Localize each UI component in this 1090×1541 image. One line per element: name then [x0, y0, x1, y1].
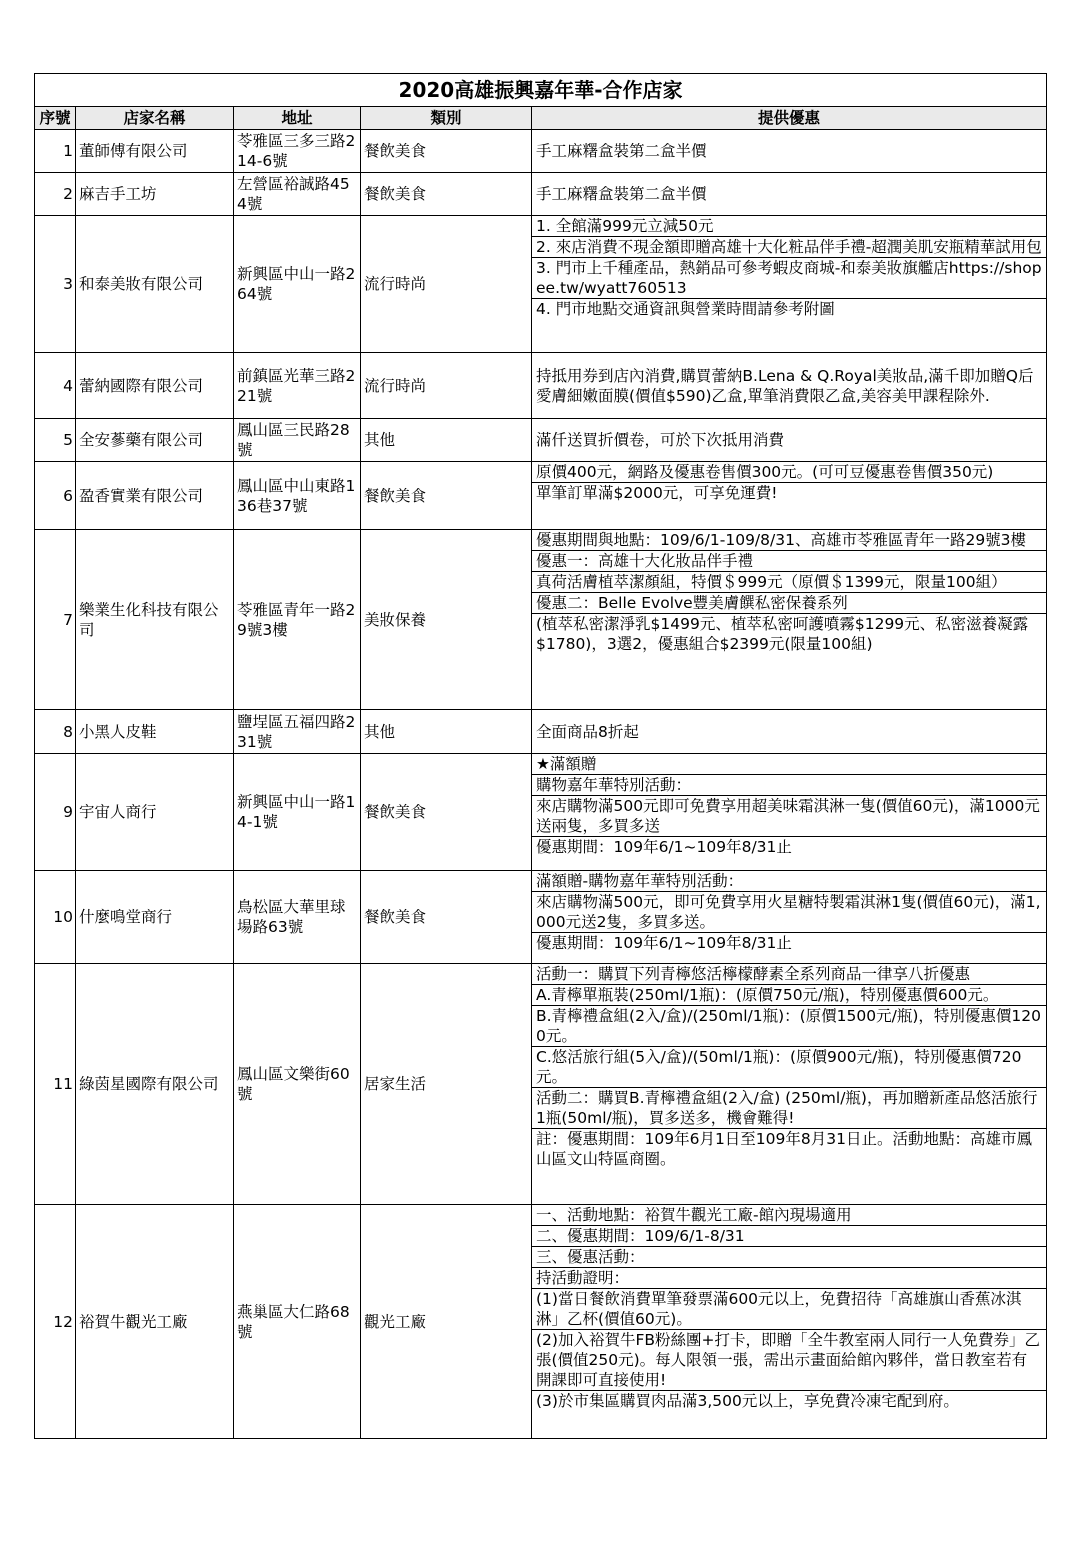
offer-line: 滿仟送買折價卷，可於下次抵用消費 [536, 431, 785, 449]
store-address: 新興區中山一路264號 [234, 216, 361, 353]
offer-line: 2. 來店消費不現金額即贈高雄十大化粧品伴手禮-超潤美肌安瓶精華試用包 [532, 237, 1046, 258]
offer-line: 購物嘉年華特別活動： [532, 775, 1046, 796]
store-name: 和泰美妝有限公司 [76, 216, 234, 353]
store-category: 流行時尚 [361, 353, 532, 419]
store-address: 鳳山區文樂街60號 [234, 964, 361, 1205]
offer-line: 一、活動地點：裕賀牛觀光工廠-館內現場適用 [532, 1205, 1046, 1226]
offer-cell [532, 1205, 1047, 1439]
table-row [35, 530, 1047, 710]
store-category: 流行時尚 [361, 216, 532, 353]
row-number: 10 [35, 871, 76, 964]
offer-line: ★滿額贈 [532, 754, 1046, 775]
table-row [35, 173, 1047, 216]
row-number: 12 [35, 1205, 76, 1439]
table-row [35, 710, 1047, 754]
row-number: 6 [35, 462, 76, 530]
header-category: 類別 [361, 107, 532, 130]
offer-line: C.悠活旅行組(5入/盒)/(50ml/1瓶)：(原價900元/瓶)，特別優惠價720元。 [532, 1047, 1046, 1088]
store-name: 樂業生化科技有限公司 [76, 530, 234, 710]
offer-cell [532, 173, 1047, 216]
offer-line: 優惠期間：109年6/1~109年8/31止 [536, 838, 792, 856]
offer-line: 滿額贈-購物嘉年華特別活動： [532, 871, 1046, 892]
store-name: 什麼鳴堂商行 [76, 871, 234, 964]
offer-line: 來店購物滿500元即可免費享用超美味霜淇淋一隻(價值60元)，滿1000元送兩隻，多買多送 [532, 796, 1046, 837]
store-category: 餐飲美食 [361, 462, 532, 530]
offer-line: 三、優惠活動： [532, 1247, 1046, 1268]
offer-cell [532, 419, 1047, 462]
store-address: 前鎮區光華三路221號 [234, 353, 361, 419]
offer-line: 1. 全館滿999元立減50元 [532, 216, 1046, 237]
store-address: 鳳山區三民路28號 [234, 419, 361, 462]
store-address: 左營區裕誠路454號 [234, 173, 361, 216]
store-category: 美妝保養 [361, 530, 532, 710]
store-name: 董師傅有限公司 [76, 130, 234, 173]
row-number: 9 [35, 754, 76, 871]
store-name: 麻吉手工坊 [76, 173, 234, 216]
store-name: 盈香實業有限公司 [76, 462, 234, 530]
offer-line: (1)當日餐飲消費單筆發票滿600元以上，免費招待「高雄旗山香蕉冰淇淋」乙杯(價值60元)。 [532, 1289, 1046, 1330]
store-address: 鹽埕區五福四路231號 [234, 710, 361, 754]
offer-cell [532, 130, 1047, 173]
store-category: 餐飲美食 [361, 754, 532, 871]
offer-line: 3. 門市上千種產品，熱銷品可參考蝦皮商城-和泰美妝旗艦店https://shopee.tw/wyatt760513 [532, 258, 1046, 299]
offer-cell [532, 462, 1047, 530]
offer-line: 持抵用券到店內消費,購買蕾納B.Lena & Q.Royal美妝品,滿千即加贈Q后愛膚細嫩面膜(價值$590)乙盒,單筆消費限乙盒,美容美甲課程除外. [536, 366, 1034, 405]
store-category: 居家生活 [361, 964, 532, 1205]
table-row [35, 754, 1047, 871]
store-category: 餐飲美食 [361, 871, 532, 964]
offer-line: 持活動證明： [532, 1268, 1046, 1289]
table-row [35, 1205, 1047, 1439]
offer-cell [532, 530, 1047, 710]
store-address: 鳥松區大華里球場路63號 [234, 871, 361, 964]
offer-line: 活動一：購買下列青檸悠活檸檬酵素全系列商品一律享八折優惠 [532, 964, 1046, 985]
store-name: 小黑人皮鞋 [76, 710, 234, 754]
table-row [35, 216, 1047, 353]
table-row [35, 130, 1047, 173]
header-offer: 提供優惠 [532, 107, 1047, 130]
offer-line: 活動二：購買B.青檸禮盒組(2入/盒) (250ml/瓶)，再加贈新產品悠活旅行1瓶(50ml/瓶)，買多送多，機會難得! [532, 1088, 1046, 1129]
row-number: 11 [35, 964, 76, 1205]
table-header-row [35, 107, 1047, 130]
offer-line: 註：優惠期間：109年6月1日至109年8月31日止。活動地點：高雄市鳳山區文山特區商圈。 [536, 1130, 1032, 1168]
store-name: 蕾納國際有限公司 [76, 353, 234, 419]
store-category: 觀光工廠 [361, 1205, 532, 1439]
table-row [35, 419, 1047, 462]
row-number: 4 [35, 353, 76, 419]
offer-line: 全面商品8折起 [536, 722, 639, 741]
store-category: 餐飲美食 [361, 130, 532, 173]
header-number: 序號 [35, 107, 76, 130]
offer-line: 單筆訂單滿$2000元，可享免運費! [536, 484, 778, 502]
row-number: 2 [35, 173, 76, 216]
offer-cell [532, 871, 1047, 964]
offer-line: 二、優惠期間：109/6/1-8/31 [532, 1226, 1046, 1247]
offer-line: (3)於市集區購買肉品滿3,500元以上，享免費冷凍宅配到府。 [536, 1392, 959, 1410]
offer-line: 原價400元，網路及優惠卷售價300元。(可可豆優惠卷售價350元) [532, 462, 1046, 483]
row-number: 7 [35, 530, 76, 710]
row-number: 3 [35, 216, 76, 353]
offer-line: 優惠二：Belle Evolve豐美膚饌私密保養系列 [532, 593, 1046, 614]
offer-cell [532, 710, 1047, 754]
store-address: 苓雅區三多三路214-6號 [234, 130, 361, 173]
offer-cell [532, 216, 1047, 353]
store-name: 宇宙人商行 [76, 754, 234, 871]
table-row [35, 462, 1047, 530]
store-category: 餐飲美食 [361, 173, 532, 216]
offer-line: 優惠期間：109年6/1~109年8/31止 [536, 934, 792, 952]
offer-line: (2)加入裕賀牛FB粉絲團+打卡，即贈「全牛教室兩人同行一人免費券」乙張(價值250元)。每人限領一張，需出示畫面給館內夥伴，當日教室若有開課即可直接使用! [532, 1330, 1046, 1391]
offer-line: 手工麻糬盒裝第二盒半價 [536, 142, 707, 160]
row-number: 5 [35, 419, 76, 462]
offer-line: 4. 門市地點交通資訊與營業時間請參考附圖 [536, 300, 835, 318]
table-row [35, 871, 1047, 964]
offer-cell [532, 353, 1047, 419]
offer-line: 優惠一：高雄十大化妝品伴手禮 [532, 551, 1046, 572]
page-title: 2020高雄振興嘉年華-合作店家 [35, 74, 1047, 107]
store-address: 苓雅區青年一路29號3樓 [234, 530, 361, 710]
store-address: 燕巢區大仁路68號 [234, 1205, 361, 1439]
offer-line: 優惠期間與地點：109/6/1-109/8/31、高雄市苓雅區青年一路29號3樓 [532, 530, 1046, 551]
table-row [35, 964, 1047, 1205]
store-address: 鳳山區中山東路136巷37號 [234, 462, 361, 530]
row-number: 8 [35, 710, 76, 754]
offer-line: A.青檸單瓶裝(250ml/1瓶)：(原價750元/瓶)，特別優惠價600元。 [532, 985, 1046, 1006]
store-name: 裕賀牛觀光工廠 [76, 1205, 234, 1439]
store-name: 全安蔘藥有限公司 [76, 419, 234, 462]
offer-cell [532, 754, 1047, 871]
row-number: 1 [35, 130, 76, 173]
store-address: 新興區中山一路14-1號 [234, 754, 361, 871]
store-category: 其他 [361, 419, 532, 462]
offer-line: (植萃私密潔淨乳$1499元、植萃私密呵護噴霧$1299元、私密滋養凝露$1780)，3選2，優惠組合$2399元(限量100組) [536, 615, 1029, 653]
offer-line: 手工麻糬盒裝第二盒半價 [536, 185, 707, 203]
header-store-name: 店家名稱 [76, 107, 234, 130]
partner-store-table [34, 73, 1047, 1439]
offer-line: B.青檸禮盒組(2入/盒)/(250ml/1瓶)：(原價1500元/瓶)，特別優惠價1200元。 [532, 1006, 1046, 1047]
store-category: 其他 [361, 710, 532, 754]
offer-cell [532, 964, 1047, 1205]
offer-line: 真荷活膚植萃潔顏組，特價＄999元（原價＄1399元，限量100組） [532, 572, 1046, 593]
offer-line: 來店購物滿500元，即可免費享用火星糖特製霜淇淋1隻(價值60元)，滿1,000元送2隻，多買多送。 [532, 892, 1046, 933]
table-row [35, 353, 1047, 419]
store-name: 綠茵星國際有限公司 [76, 964, 234, 1205]
header-address: 地址 [234, 107, 361, 130]
